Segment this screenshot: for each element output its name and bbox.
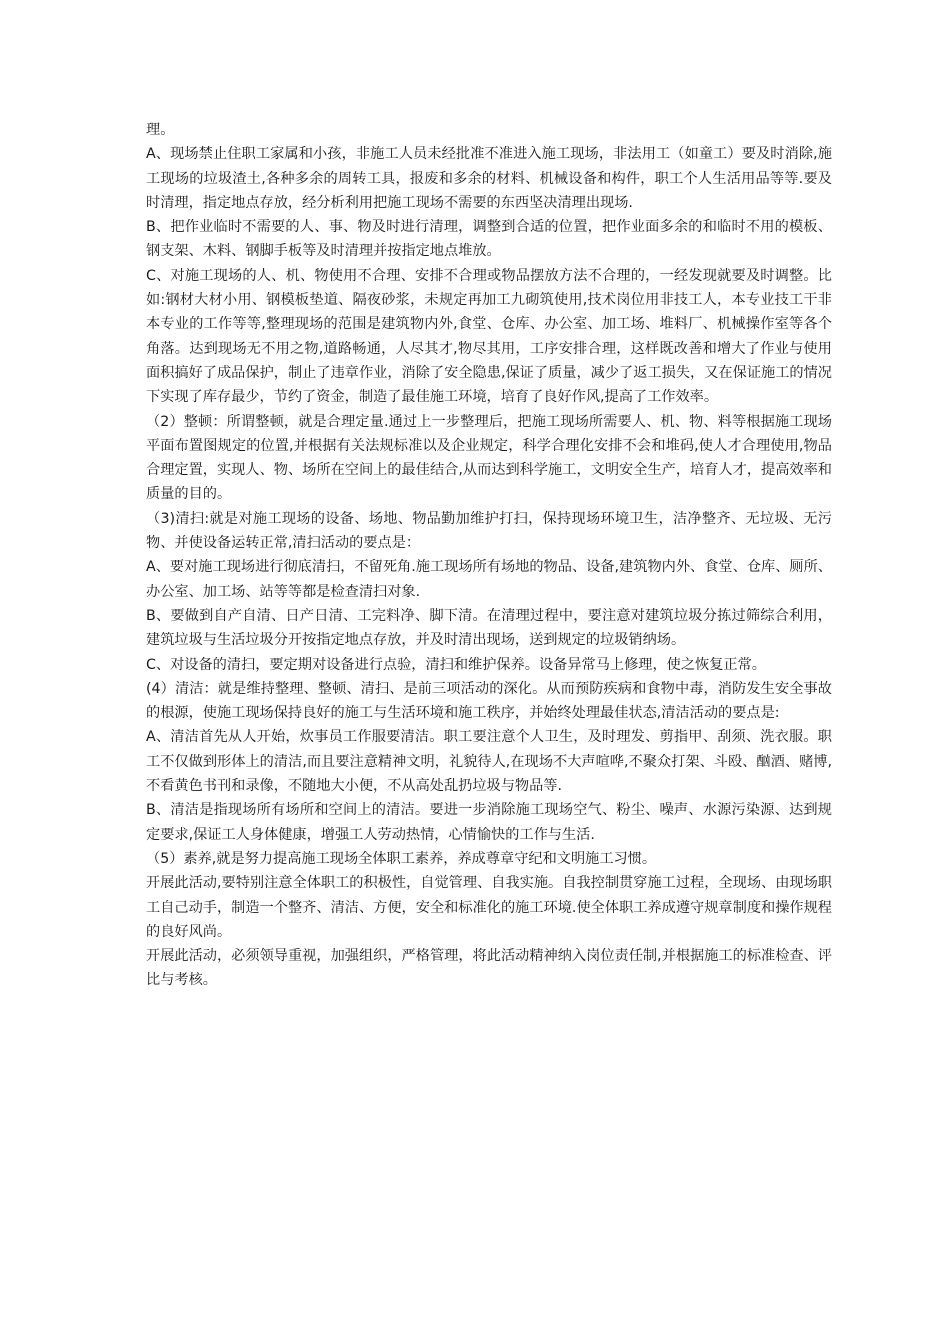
paragraph: A、要对施工现场进行彻底清扫，不留死角.施工现场所有场地的物品、设备,建筑物内外、食堂、仓库、厕所、办公室、加工场、站等等都是检查清扫对象. [146, 559, 832, 600]
paragraph: （5）素养,就是努力提高施工现场全体职工素养，养成尊章守纪和文明施工习惯。 [146, 850, 657, 867]
paragraph: (4）清洁：就是维持整理、整顿、清扫、是前三项活动的深化。从而预防疾病和食物中毒，消防发生安全事故的根源，使施工现场保持良好的施工与生活环境和施工秩序，并始终处理最佳状态,清洁活动的要点是: [146, 680, 832, 722]
paragraph: （3)清扫:就是对施工现场的设备、场地、物品勤加维护打扫，保持现场环境卫生，洁净整齐、无垃圾、无污物、并使设备运转正常,清扫活动的要点是： [146, 510, 832, 552]
paragraph: B、清洁是指现场所有场所和空间上的清洁。要进一步消除施工现场空气、粉尘、噪声、水源污染源、达到规定要求,保证工人身体健康，增强工人劳动热情，心情愉快的工作与生活. [146, 802, 832, 843]
paragraph: 开展此活动,要特别注意全体职工的积极性，自觉管理、自我实施。自我控制贯穿施工过程，全现场、由现场职工自己动手，制造一个整齐、清洁、方便，安全和标准化的施工环境.使全体职工养成遵守规章制度和操作规程的良好风尚。 [146, 875, 832, 940]
paragraph: B、要做到自产自清、日产日清、工完料净、脚下清。在清理过程中，要注意对建筑垃圾分拣过筛综合利用，建筑垃圾与生活垃圾分开按指定地点存放，并及时清出现场，送到规定的垃圾销纳场。 [146, 607, 832, 649]
paragraph: （2）整顿：所谓整顿，就是合理定量.通过上一步整理后，把施工现场所需要人、机、物、料等根据施工现场平面布置图规定的位置,并根据有关法规标准以及企业规定，科学合理化安排不会和堆码,使人才合理使用,物品合理定置，实现人、物、场所在空间上的最佳结合,从而达到科学施工，文明安全生产，培育人才，提高效率和质量的目的。 [146, 413, 832, 503]
paragraph: 开展此活动，必须领导重视，加强组织，严格管理，将此活动精神纳入岗位责任制,并根据施工的标准检查、评比与考核。 [146, 948, 832, 989]
paragraph: C、对施工现场的人、机、物使用不合理、安排不合理或物品摆放方法不合理的，一经发现就要及时调整。比如:钢材大材小用、钢模板垫道、隔夜砂浆，未规定再加工九砌筑使用,技术岗位用非技工人，本专业技工干非本专业的工作等等,整理现场的范围是建筑物内外,食堂、仓库、办公室、加工场、堆料厂、机械操作室等各个角落。达到现场无不用之物,道路畅通，人尽其才,物尽其用，工序安排合理，这样既改善和增大了作业与使用面积搞好了成品保护，制止了违章作业，消除了安全隐患,保证了质量，减少了返工损失，又在保证施工的情况下实现了库存最少，节约了资金，制造了最佳施工环境，培育了良好作风,提高了工作效率。 [146, 267, 832, 406]
paragraph: B、把作业临时不需要的人、事、物及时进行清理，调整到合适的位置，把作业面多余的和临时不用的模板、钢支架、木料、钢脚手板等及时清理并按指定地点堆放。 [146, 219, 832, 260]
paragraph: A、清洁首先从人开始，炊事员工作服要清洁。职工要注意个人卫生，及时理发、剪指甲、刮须、洗衣服。职工不仅做到形体上的清洁,而且要注意精神文明，礼貌待人,在现场不大声喧哗,不聚众打架、斗殴、酗酒、赌博,不看黄色书刊和录像，不随地大小便，不从高处乱扔垃圾与物品等. [146, 729, 832, 795]
paragraph: 理。 [146, 122, 175, 138]
document-body [146, 118, 832, 993]
paragraph: A、现场禁止住职工家属和小孩，非施工人员未经批准不准进入施工现场，非法用工（如童工）要及时消除,施工现场的垃圾渣土,各种多余的周转工具，报废和多余的材料、机械设备和构件，职工个人生活用品等等.要及时清理，指定地点存放，经分析利用把施工现场不需要的东西坚决清理出现场. [146, 146, 832, 211]
paragraph: C、对设备的清扫，要定期对设备进行点验，清扫和维护保养。设备异常马上修理，使之恢复正常。 [146, 656, 766, 673]
